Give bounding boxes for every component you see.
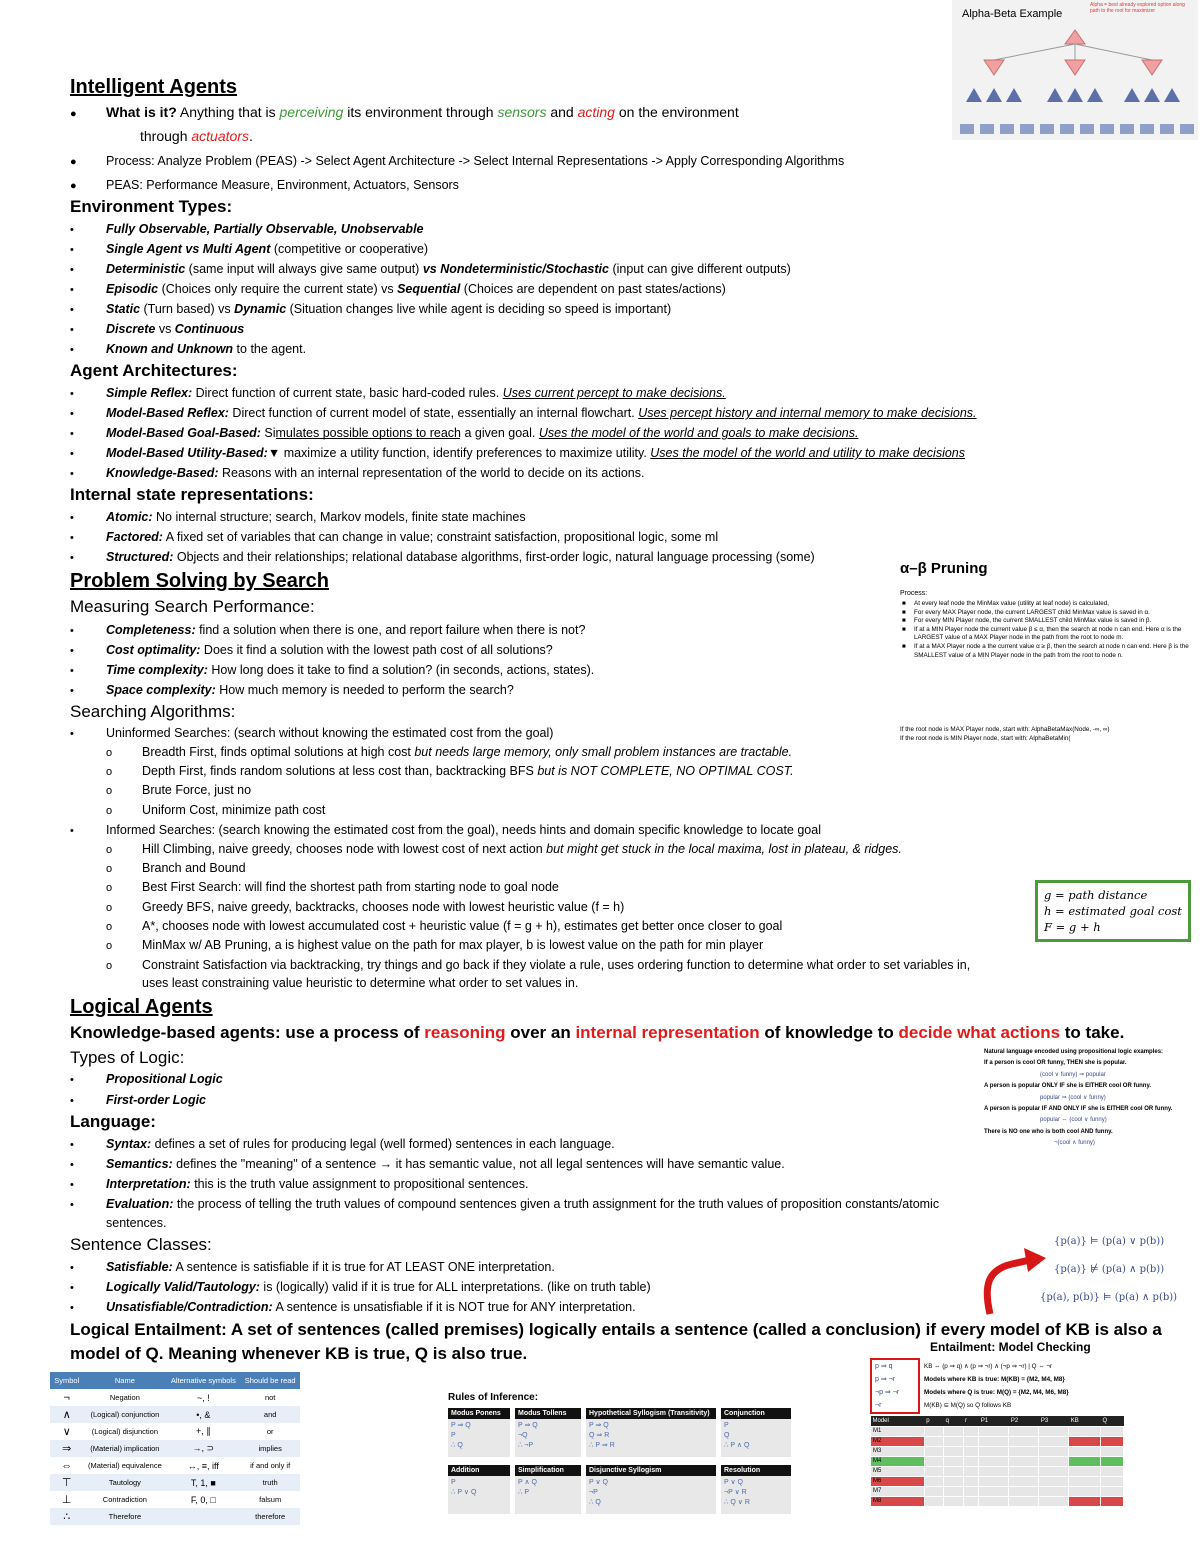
- rule-cell: Addition P ∴ P ∨ Q: [448, 1465, 510, 1514]
- table-cell: [1069, 1476, 1101, 1486]
- table-cell: [979, 1446, 1009, 1456]
- arch-item: • Model-Based Goal-Based: Simulates possible options to reach a given goal. Uses the model of the world and goals to make decisions.: [70, 426, 859, 440]
- isr-item: • Structured: Objects and their relationships; relational database algorithms, first-order logic, natural language processing (some): [70, 550, 815, 564]
- h-definition: h = estimated goal cost: [1044, 904, 1182, 918]
- class-item: • Logically Valid/Tautology: is (logically) valid if it is true for ALL interpretations. (like on truth table): [70, 1280, 651, 1294]
- alpha-beta-example-figure: [952, 0, 1198, 140]
- table-cell: [1009, 1426, 1039, 1436]
- model-label: M6: [871, 1476, 925, 1486]
- entailment-formula: {p(a)} ⊨ (p(a) ∨ p(b)): [1054, 1236, 1165, 1247]
- pruning-item: ■ For every MIN Player node, the current SMALLEST child MinMax value is saved in β.: [902, 617, 1152, 625]
- table-row: ¬ Negation ~, ! not: [63, 1391, 276, 1404]
- table-cell: [1039, 1436, 1069, 1446]
- table-cell: [944, 1486, 963, 1496]
- measure-item: • Completeness: find a solution when there is one, and report failure when there is not?: [70, 623, 586, 637]
- table-cell: [1069, 1426, 1101, 1436]
- isr-item: • Factored: A fixed set of variables that can change in value; constraint satisfaction, propositional logic, some ml: [70, 530, 719, 544]
- table-header: Name: [83, 1372, 166, 1389]
- measure-item: • Space complexity: How much memory is needed to perform the search?: [70, 683, 514, 697]
- model-label: M7: [871, 1486, 925, 1496]
- table-header: P2: [1009, 1416, 1039, 1426]
- rules-title: Rules of Inference:: [448, 1392, 539, 1403]
- entailment-formulas-figure: [978, 1228, 1178, 1320]
- table-cell: [924, 1446, 943, 1456]
- table-cell: [1101, 1496, 1124, 1506]
- table-row: ∴ Therefore therefore: [50, 1508, 300, 1525]
- rule-cell: Modus Ponens P ⇒ Q P ∴ Q: [448, 1408, 510, 1457]
- logic-type-item: • First-order Logic: [70, 1093, 207, 1107]
- table-cell: [924, 1436, 943, 1446]
- logical-agents-heading: Logical Agents: [70, 996, 213, 1018]
- table-row: [871, 1486, 1124, 1496]
- logical-entailment-line1: Logical Entailment: A set of sentences (called premises) logically entails a sentence (called a conclusion) if every model of KB is also a: [70, 1320, 1162, 1339]
- arch-item: • Simple Reflex: Direct function of current state, basic hard-coded rules. Uses current percept to make decisions.: [70, 386, 726, 400]
- language-heading: Language:: [70, 1112, 156, 1131]
- model-label: M2: [871, 1436, 925, 1446]
- algo-item: o Branch and Bound: [106, 861, 246, 875]
- logic-type-item: • Propositional Logic: [70, 1072, 223, 1086]
- env-item: • Discrete vs Continuous: [70, 322, 245, 336]
- table-cell: [963, 1466, 979, 1476]
- types-of-logic-heading: Types of Logic:: [70, 1048, 185, 1067]
- table-cell: [944, 1476, 963, 1486]
- table-cell: [963, 1456, 979, 1466]
- table-header: Model: [871, 1416, 925, 1426]
- table-cell: [1009, 1446, 1039, 1456]
- table-row: ⊤ Tautology T, 1, ■ truth: [50, 1474, 300, 1491]
- table-cell: [924, 1466, 943, 1476]
- measure-item: • Cost optimality: Does it find a solution with the lowest path cost of all solutions?: [70, 643, 553, 657]
- nl-line: If a person is cool OR funny, THEN she is popular.: [984, 1060, 1127, 1067]
- problem-solving-heading: Problem Solving by Search: [70, 570, 329, 592]
- agent-architectures-heading: Agent Architectures:: [70, 361, 238, 380]
- table-cell: [1039, 1496, 1069, 1506]
- table-cell: [1009, 1486, 1039, 1496]
- table-header: r: [963, 1416, 979, 1426]
- table-header: Should be read: [240, 1372, 300, 1389]
- table-cell: [1039, 1486, 1069, 1496]
- table-cell: [924, 1456, 943, 1466]
- algo-item: o Depth First, finds random solutions at less cost than, backtracking BFS but is NOT COMPLETE, NO OPTIMAL COST.: [106, 764, 794, 778]
- alpha-beta-pruning-figure: [898, 560, 1198, 745]
- nl-formula: popular ⇒ (cool ∨ funny): [1040, 1094, 1106, 1101]
- table-cell: [1009, 1466, 1039, 1476]
- table-cell: [944, 1436, 963, 1446]
- kb-box: p ⇒ q p ⇒ ¬r ¬p ⇒ ¬r ¬r: [870, 1358, 920, 1414]
- table-cell: [1069, 1496, 1101, 1506]
- language-item: • Interpretation: this is the truth value assignment to propositional sentences.: [70, 1177, 529, 1191]
- table-cell: [1039, 1466, 1069, 1476]
- measuring-heading: Measuring Search Performance:: [70, 597, 315, 616]
- algo-item: o MinMax w/ AB Pruning, a is highest value on the path for max player, b is lowest value on the path for min player: [106, 938, 764, 952]
- table-cell: [944, 1466, 963, 1476]
- env-item: • Episodic (Choices only require the current state) vs Sequential (Choices are dependent on past states/actions): [70, 282, 726, 296]
- nl-title: Natural language encoded using propositional logic examples:: [984, 1049, 1164, 1055]
- rules-of-inference-figure: [448, 1392, 793, 1512]
- algo-item: o Best First Search: will find the shortest path from starting node to goal node: [106, 880, 559, 894]
- algo-item: o A*, chooses node with lowest accumulated cost + heuristic value (f = g + h), estimates get better once closer to goal: [106, 919, 783, 933]
- process-line: ● Process: Analyze Problem (PEAS) -> Select Agent Architecture -> Select Internal Representations -> Apply Corresponding Algorithms: [70, 154, 845, 168]
- model-checking-figure: [868, 1340, 1126, 1522]
- table-cell: [924, 1476, 943, 1486]
- uninformed-line: • Uninformed Searches: (search without knowing the estimated cost from the goal): [70, 726, 554, 740]
- arch-item: • Knowledge-Based: Reasons with an internal representation of the world to decide on its actions.: [70, 466, 645, 480]
- table-cell: [1069, 1486, 1101, 1496]
- algo-item: o Uniform Cost, minimize path cost: [106, 803, 326, 817]
- f-definition: F = g + h: [1044, 920, 1101, 934]
- model-label: M8: [871, 1496, 925, 1506]
- algo-item-cont: uses least constraining value heuristic to determine what order to set values in.: [142, 976, 579, 990]
- alpha-beta-tree: [952, 0, 1198, 140]
- algo-item: o Greedy BFS, naive greedy, backtracks, chooses node with lowest heuristic value (f = h): [106, 900, 625, 914]
- pruning-item: ■ If at a MAX Player node a the current value α ≥ β, then the search at node n can end. Here β is the SMALLEST value of a MIN Player node in the path from the root to node n.: [902, 642, 1189, 659]
- table-cell: [963, 1496, 979, 1506]
- language-item: • Semantics: defines the "meaning" of a sentence → it has semantic value, not all legal sentences will have semantic value.: [70, 1157, 785, 1171]
- env-item: • Deterministic (same input will always give same output) vs Nondeterministic/Stochastic (input can give different outputs): [70, 262, 791, 276]
- algo-item: o Constraint Satisfaction via backtracking, try things and go back if they violate a rule, uses ordering function to determine what order to set variables in,: [106, 958, 971, 972]
- table-cell: [1101, 1466, 1124, 1476]
- model-label: M5: [871, 1466, 925, 1476]
- algo-item: o Brute Force, just no: [106, 783, 252, 797]
- searching-algorithms-heading: Searching Algorithms:: [70, 702, 236, 721]
- internal-state-heading: Internal state representations:: [70, 485, 314, 504]
- table-cell: [944, 1456, 963, 1466]
- pruning-title: α–β Pruning: [900, 560, 988, 577]
- table-row: [871, 1436, 1124, 1446]
- what-is-it-line: ● What is it? Anything that is perceiving its environment through sensors and acting on the environment: [70, 104, 739, 120]
- table-cell: [1101, 1436, 1124, 1446]
- table-cell: [979, 1426, 1009, 1436]
- env-item: • Static (Turn based) vs Dynamic (Situation changes live while agent is deciding so speed is important): [70, 302, 672, 316]
- table-cell: [979, 1496, 1009, 1506]
- model-label: M1: [871, 1426, 925, 1436]
- environment-types-heading: Environment Types:: [70, 197, 233, 216]
- alpha-beta-title: Alpha-Beta Example: [962, 8, 1063, 20]
- table-cell: [979, 1466, 1009, 1476]
- table-row: ∧ (Logical) conjunction •, & and: [50, 1406, 300, 1423]
- table-row: [871, 1476, 1124, 1486]
- table-cell: [1039, 1426, 1069, 1436]
- pruning-root2: If the root node is MIN Player node, start with: AlphaBetaMin(: [900, 735, 1071, 742]
- arrow-down-icon: ▼: [267, 446, 281, 460]
- model-checking-notes: KB ⇔ (p ⇒ q) ∧ (p ⇒ ¬r) ∧ (¬p ⇒ ¬r) | Q ⇔ ¬r Models where KB is true: M(KB) = {M2, M4, M8} Models where Q is true: M(Q) = {M2, M4, M6, M8} M(KB) ⊆ M(Q) so Q follows KB: [924, 1363, 1069, 1409]
- sentence-classes-heading: Sentence Classes:: [70, 1235, 212, 1254]
- table-cell: [963, 1476, 979, 1486]
- table-cell: [979, 1476, 1009, 1486]
- table-cell: [1039, 1476, 1069, 1486]
- informed-line: • Informed Searches: (search knowing the estimated cost from the goal), needs hints and domain specific knowledge to locate goal: [70, 823, 821, 837]
- table-cell: [1039, 1456, 1069, 1466]
- pruning-item: ■ At every leaf node the MinMax value (utility at leaf node) is calculated,: [902, 600, 1109, 607]
- table-row: ∨ (Logical) disjunction +, ∥ or: [62, 1426, 274, 1438]
- class-item: • Unsatisfiable/Contradiction: A sentence is unsatisfiable if it is NOT true for ANY interpretation.: [70, 1300, 636, 1314]
- table-header: P3: [1039, 1416, 1069, 1426]
- table-cell: [1069, 1436, 1101, 1446]
- table-row: ⇒ (Material) implication →, ⊃ implies: [50, 1440, 300, 1457]
- table-header: P1: [979, 1416, 1009, 1426]
- table-cell: [1101, 1486, 1124, 1496]
- model-label: M3: [871, 1446, 925, 1456]
- table-row: [871, 1496, 1124, 1506]
- table-cell: [1101, 1456, 1124, 1466]
- env-item: • Fully Observable, Partially Observable, Unobservable: [70, 222, 424, 236]
- class-item: • Satisfiable: A sentence is satisfiable if it is true for AT LEAST ONE interpretation.: [70, 1260, 555, 1274]
- model-checking-title: Entailment: Model Checking: [930, 1340, 1091, 1354]
- table-cell: [979, 1486, 1009, 1496]
- table-row: ⇔ (Material) equivalence ↔, ≡, iff if and only if: [61, 1459, 291, 1472]
- nl-formula: (cool ∨ funny) ⇒ popular: [1040, 1071, 1106, 1078]
- language-item-cont: sentences.: [106, 1216, 167, 1230]
- isr-item: • Atomic: No internal structure; search, Markov models, finite state machines: [70, 510, 526, 524]
- rule-cell: Resolution P ∨ Q ¬P ∨ R ∴ Q ∨ R: [721, 1465, 791, 1514]
- table-cell: [1069, 1446, 1101, 1456]
- g-definition: g = path distance: [1044, 888, 1148, 902]
- table-header: Alternative symbols: [166, 1372, 240, 1389]
- knowledge-based-line: Knowledge-based agents: use a process of reasoning over an internal representation of knowledge to decide what actions to take.: [70, 1023, 1125, 1042]
- measure-item: • Time complexity: How long does it take to find a solution? (in seconds, actions, states).: [70, 663, 595, 677]
- algo-item: o Hill Climbing, naive greedy, chooses node with lowest cost of next action but might get stuck in the local maxima, lost in plateau, & ridges.: [106, 842, 902, 856]
- nl-formula: popular ⇔ (cool ∨ funny): [1040, 1117, 1107, 1124]
- table-cell: [1009, 1436, 1039, 1446]
- table-row: [871, 1456, 1124, 1466]
- model-checking-table: [870, 1416, 1124, 1507]
- table-cell: [963, 1486, 979, 1496]
- nl-line: There is NO one who is both cool AND funny.: [984, 1128, 1113, 1135]
- table-cell: [1009, 1456, 1039, 1466]
- pruning-item: ■ For every MAX Player node, the current LARGEST child MinMax value is saved in α.: [902, 608, 1150, 616]
- nl-line: A person is popular IF AND ONLY IF she is EITHER cool OR funny.: [984, 1106, 1173, 1113]
- algo-item: o Breadth First, finds optimal solutions at high cost but needs large memory, only small problem instances are tractable.: [106, 745, 793, 759]
- table-cell: [1069, 1466, 1101, 1476]
- symbols-table: [50, 1372, 300, 1525]
- table-cell: [944, 1426, 963, 1436]
- env-item: • Single Agent vs Multi Agent (competitive or cooperative): [70, 242, 429, 256]
- table-row: [871, 1466, 1124, 1476]
- language-item: • Evaluation: the process of telling the truth values of compound sentences given a truth assignment for the truth values of proposition constants/atomic: [70, 1197, 940, 1211]
- table-row: ⊥ Contradiction F, 0, □ falsum: [61, 1494, 282, 1506]
- intelligent-agents-heading: Intelligent Agents: [70, 76, 238, 98]
- table-header: Symbol: [50, 1372, 83, 1389]
- nl-formula: ¬(cool ∧ funny): [1054, 1140, 1095, 1147]
- logic-symbols-table: [50, 1372, 300, 1522]
- table-row: [871, 1446, 1124, 1456]
- nl-line: A person is popular ONLY IF she is EITHER cool OR funny.: [984, 1083, 1152, 1090]
- table-cell: [1009, 1476, 1039, 1486]
- table-row: [871, 1426, 1124, 1436]
- logical-entailment-line2: model of Q. Meaning whenever KB is true, Q is also true.: [70, 1344, 528, 1363]
- table-cell: [963, 1426, 979, 1436]
- env-item: • Known and Unknown to the agent.: [70, 342, 307, 356]
- table-cell: [1101, 1476, 1124, 1486]
- arch-item: • Model-Based Utility-Based:▼ maximize a utility function, identify preferences to maximize utility. Uses the model of the world and utility to make decisions: [70, 446, 966, 460]
- arch-item: • Model-Based Reflex: Direct function of current model of state, essentially an internal flowchart. Uses percept history and internal memory to make decisions.: [70, 406, 977, 420]
- language-item: • Syntax: defines a set of rules for producing legal (well formed) sentences in each language.: [70, 1137, 615, 1151]
- natural-language-figure: [984, 1047, 1196, 1157]
- table-cell: [944, 1496, 963, 1506]
- rule-cell: Conjunction P Q ∴ P ∧ Q: [721, 1408, 791, 1457]
- table-cell: [1069, 1456, 1101, 1466]
- entailment-formula: {p(a)} ⊭ (p(a) ∧ p(b)): [1054, 1264, 1165, 1275]
- table-cell: [979, 1456, 1009, 1466]
- table-header: q: [944, 1416, 963, 1426]
- alpha-beta-note: Alpha = best already explored option along path to the root for maximizer: [1090, 2, 1185, 14]
- entailment-formula: {p(a), p(b)} ⊨ (p(a) ∧ p(b)): [1040, 1292, 1178, 1303]
- table-cell: [963, 1436, 979, 1446]
- table-cell: [1101, 1426, 1124, 1436]
- table-cell: [963, 1446, 979, 1456]
- table-cell: [924, 1426, 943, 1436]
- table-cell: [944, 1446, 963, 1456]
- table-cell: [924, 1486, 943, 1496]
- cost-formula-box: [1035, 880, 1191, 942]
- what-is-it-cont: through actuators.: [140, 128, 253, 144]
- rule-cell: Modus Tollens P ⇒ Q ¬Q ∴ ¬P: [515, 1408, 581, 1457]
- table-cell: [979, 1436, 1009, 1446]
- rule-cell: Disjunctive Syllogism P ∨ Q ¬P ∴ Q: [586, 1465, 716, 1514]
- table-cell: [1039, 1446, 1069, 1456]
- table-header: KB: [1069, 1416, 1101, 1426]
- peas-line: ● PEAS: Performance Measure, Environment, Actuators, Sensors: [70, 178, 459, 192]
- model-label: M4: [871, 1456, 925, 1466]
- rule-cell: Hypothetical Syllogism (Transitivity) P ⇒ Q Q ⇒ R ∴ P ⇒ R: [586, 1408, 716, 1457]
- red-arrow-icon: [978, 1228, 1048, 1320]
- table-cell: [1009, 1496, 1039, 1506]
- pruning-item: ■ If at a MIN Player node the current value β ≤ α, then the search at node n can end. Here α is the LARGEST value of a MAX Player node in the path from the root to node m.: [902, 625, 1182, 642]
- table-cell: [924, 1496, 943, 1506]
- table-cell: [1101, 1446, 1124, 1456]
- underline-mark: [276, 438, 460, 439]
- pruning-root1: If the root node is MAX Player node, start with: AlphaBetaMax(Node, -∞, ∞): [900, 726, 1110, 733]
- pruning-list: [900, 600, 1192, 660]
- pruning-process: Process:: [900, 590, 928, 597]
- table-header: Q: [1101, 1416, 1124, 1426]
- rule-cell: Simplification P ∧ Q ∴ P: [515, 1465, 581, 1514]
- table-header: p: [924, 1416, 943, 1426]
